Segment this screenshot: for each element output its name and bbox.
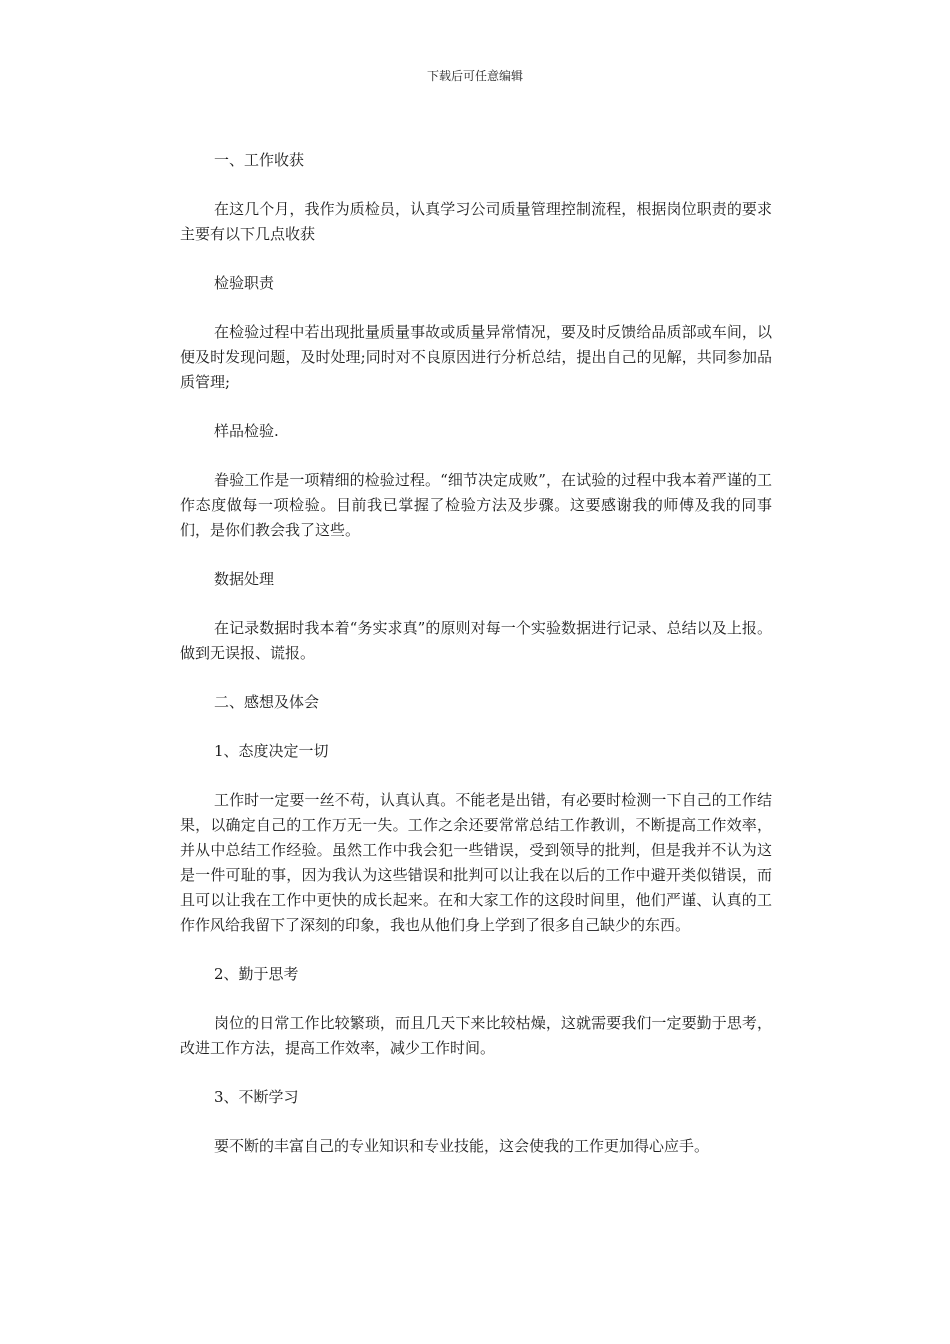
section-heading-work-gains: 一、工作收获 xyxy=(214,151,305,169)
paragraph-attitude: 工作时一定要一丝不苟，认真认真。不能老是出错，有必要时检测一下自己的工作结果，以确定自己的工作万无一失。工作之余还要常常总结工作教训，不断提高工作效率，并从中总结工作经验。虽然工作中我会犯一些错误，受到领导的批判，但是我并不认为这是一件可耻的事，因为我认为这些错误和批判可以让我在以后的工作中避开类似错误，而且可以让我在工作中更快的成长起来。在和大家工作的这段时间里，他们严谨、认真的工作作风给我留下了深刻的印象，我也从他们身上学到了很多自己缺少的东西。 xyxy=(180,791,772,934)
paragraph-intro: 在这几个月，我作为质检员，认真学习公司质量管理控制流程，根据岗位职责的要求主要有以下几点收获 xyxy=(180,200,772,243)
subheading-attitude: 1、态度决定一切 xyxy=(214,742,329,760)
paragraph-sample-inspection: 眷验工作是一项精细的检验过程。“细节决定成败”，在试验的过程中我本着严谨的工作态度做每一项检验。目前我已掌握了检验方法及步骤。这要感谢我的师傅及我的同事们，是你们教会我了这些。 xyxy=(180,471,772,539)
section-heading-reflections: 二、感想及体会 xyxy=(214,693,320,711)
document-body xyxy=(180,148,772,1183)
paragraph-learning: 要不断的丰富自己的专业知识和专业技能，这会使我的工作更加得心应手。 xyxy=(214,1137,710,1155)
subheading-sample-inspection: 样品检验. xyxy=(214,422,279,440)
subheading-data-processing: 数据处理 xyxy=(214,570,275,588)
subheading-learning: 3、不断学习 xyxy=(214,1088,299,1106)
page-header: 下载后可任意编辑 xyxy=(426,69,523,83)
subheading-inspection-duties: 检验职责 xyxy=(214,274,275,292)
paragraph-data-processing: 在记录数据时我本着“务实求真”的原则对每一个实验数据进行记录、总结以及上报。做到无误报、谎报。 xyxy=(180,619,772,662)
subheading-thinking: 2、勤于思考 xyxy=(214,965,299,983)
paragraph-inspection-duties: 在检验过程中若出现批量质量事故或质量异常情况，要及时反馈给品质部或车间，以便及时发现问题，及时处理;同时对不良原因进行分析总结，提出自己的见解，共同参加品质管理; xyxy=(180,323,772,391)
paragraph-thinking: 岗位的日常工作比较繁琐，而且几天下来比较枯燥，这就需要我们一定要勤于思考，改进工作方法，提高工作效率，减少工作时间。 xyxy=(180,1014,772,1057)
